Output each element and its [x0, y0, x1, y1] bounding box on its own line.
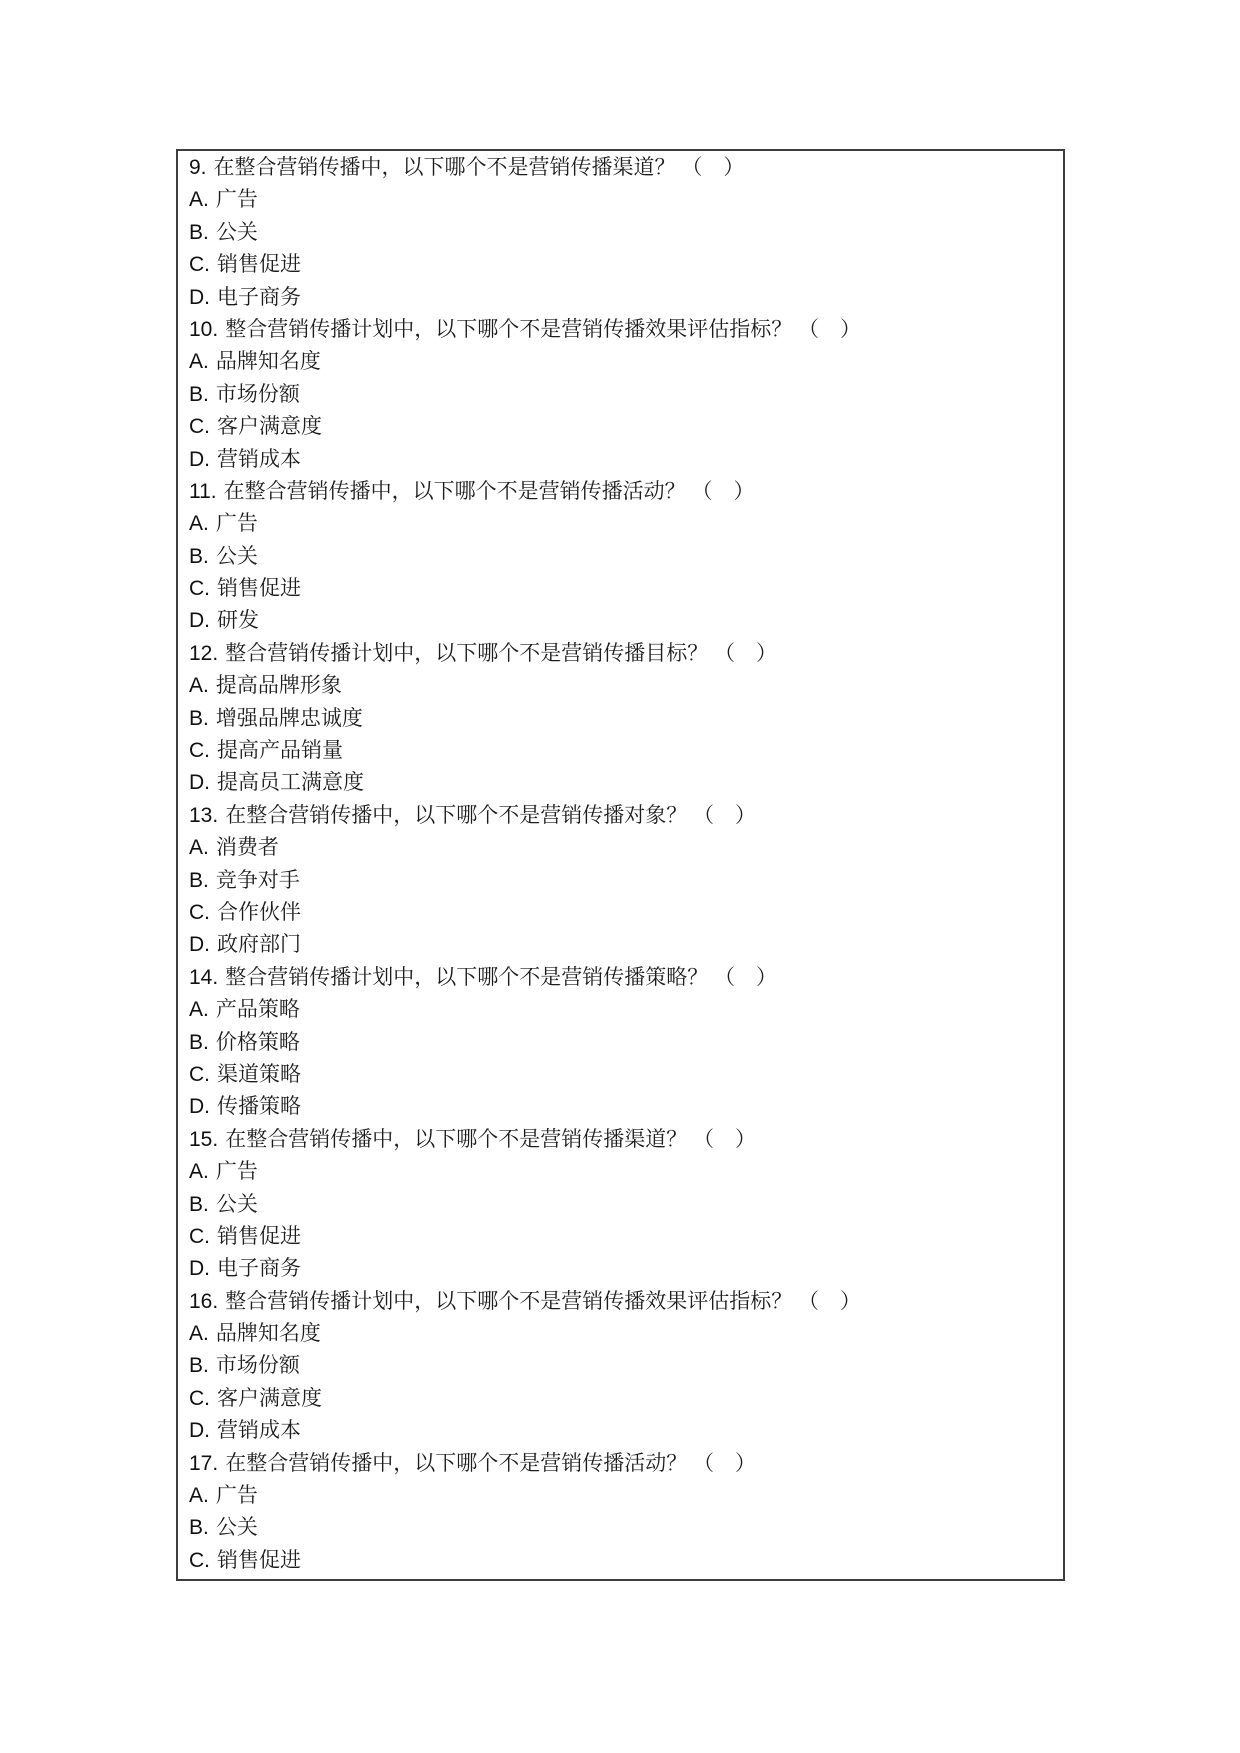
- option-label: D.: [189, 285, 210, 309]
- option-text: 公关: [215, 220, 258, 244]
- option-label: C.: [189, 900, 210, 924]
- option-line: [189, 541, 1049, 573]
- option-text: 公关: [215, 544, 258, 568]
- option-line: [189, 1350, 1049, 1382]
- option-label: B.: [189, 1030, 209, 1054]
- option-text: 消费者: [215, 836, 279, 860]
- option-label: D.: [189, 1419, 210, 1443]
- option-label: B.: [189, 220, 209, 244]
- option-text: 增强品牌忠诚度: [215, 706, 363, 730]
- option-label: D.: [189, 447, 210, 471]
- question-number: 15.: [189, 1127, 219, 1151]
- option-text: 电子商务: [217, 285, 301, 309]
- option-line: [189, 670, 1049, 702]
- option-label: C.: [189, 577, 210, 601]
- option-label: B.: [189, 1354, 209, 1378]
- option-text: 公关: [215, 1516, 258, 1540]
- option-text: 研发: [217, 609, 259, 633]
- option-label: D.: [189, 609, 210, 633]
- option-text: 提高品牌形象: [215, 674, 342, 698]
- option-text: 价格策略: [215, 1030, 300, 1054]
- quiz-question-box: [176, 149, 1065, 1581]
- option-line: [189, 994, 1049, 1026]
- option-label: C.: [189, 739, 210, 763]
- question-line: [189, 1448, 1049, 1480]
- option-text: 合作伙伴: [217, 900, 301, 924]
- question-line: [189, 314, 1049, 346]
- option-label: D.: [189, 1095, 210, 1119]
- question-number: 11.: [189, 479, 217, 503]
- question-line: [189, 1124, 1049, 1156]
- option-text: 客户满意度: [217, 1386, 322, 1410]
- option-line: [189, 1091, 1049, 1123]
- option-line: [189, 929, 1049, 961]
- option-line: [189, 605, 1049, 637]
- option-text: 客户满意度: [217, 415, 322, 439]
- option-label: A.: [189, 512, 209, 536]
- option-text: 政府部门: [217, 933, 301, 957]
- option-label: A.: [189, 1160, 209, 1184]
- question-number: 16.: [189, 1289, 219, 1313]
- option-text: 营销成本: [217, 1419, 301, 1443]
- option-label: A.: [189, 350, 209, 374]
- option-text: 广告: [215, 512, 258, 536]
- option-line: [189, 1415, 1049, 1447]
- question-text: 在整合营销传播中，以下哪个不是营销传播对象？ （ ）: [225, 803, 757, 827]
- option-label: A.: [189, 1322, 209, 1346]
- question-text: 在整合营销传播中，以下哪个不是营销传播渠道？ （ ）: [213, 156, 745, 179]
- question-text: 整合营销传播计划中，以下哪个不是营销传播策略？ （ ）: [225, 965, 778, 989]
- question-line: [189, 800, 1049, 832]
- option-line: [189, 573, 1049, 605]
- question-line: [189, 152, 1049, 184]
- option-text: 电子商务: [217, 1257, 301, 1281]
- question-line: [189, 962, 1049, 994]
- option-line: [189, 346, 1049, 378]
- question-number: 12.: [189, 641, 219, 665]
- option-text: 公关: [215, 1192, 258, 1216]
- option-label: D.: [189, 771, 210, 795]
- option-label: B.: [189, 706, 209, 730]
- question-text: 在整合营销传播中，以下哪个不是营销传播活动？ （ ）: [223, 479, 755, 503]
- option-label: C.: [189, 1548, 210, 1572]
- question-number: 9.: [189, 156, 207, 179]
- option-text: 品牌知名度: [215, 350, 321, 374]
- option-line: [189, 1059, 1049, 1091]
- option-text: 销售促进: [217, 1548, 301, 1572]
- option-label: B.: [189, 1516, 209, 1540]
- option-label: A.: [189, 674, 209, 698]
- option-text: 渠道策略: [217, 1062, 301, 1086]
- option-line: [189, 379, 1049, 411]
- option-line: [189, 1156, 1049, 1188]
- question-text: 整合营销传播计划中，以下哪个不是营销传播效果评估指标？ （ ）: [225, 317, 862, 341]
- option-label: A.: [189, 1484, 209, 1508]
- option-line: [189, 703, 1049, 735]
- question-line: [189, 638, 1049, 670]
- option-line: [189, 411, 1049, 443]
- question-line: [189, 476, 1049, 508]
- option-line: [189, 508, 1049, 540]
- option-line: [189, 282, 1049, 314]
- option-label: B.: [189, 382, 209, 406]
- option-text: 提高产品销量: [217, 739, 343, 763]
- option-line: [189, 832, 1049, 864]
- question-number: 13.: [189, 803, 219, 827]
- option-line: [189, 865, 1049, 897]
- option-line: [189, 1318, 1049, 1350]
- option-text: 市场份额: [215, 382, 300, 406]
- option-text: 竞争对手: [215, 868, 300, 892]
- option-text: 广告: [215, 188, 258, 212]
- option-line: [189, 1383, 1049, 1415]
- question-number: 17.: [189, 1451, 219, 1475]
- option-text: 提高员工满意度: [217, 771, 364, 795]
- option-line: [189, 217, 1049, 249]
- option-line: [189, 1253, 1049, 1285]
- option-label: B.: [189, 544, 209, 568]
- option-label: A.: [189, 998, 209, 1022]
- option-line: [189, 1221, 1049, 1253]
- option-label: A.: [189, 188, 209, 212]
- option-line: [189, 444, 1049, 476]
- option-text: 销售促进: [217, 253, 301, 277]
- question-number: 10.: [189, 317, 219, 341]
- option-label: B.: [189, 1192, 209, 1216]
- option-line: [189, 735, 1049, 767]
- option-text: 市场份额: [215, 1354, 300, 1378]
- question-text: 整合营销传播计划中，以下哪个不是营销传播效果评估指标？ （ ）: [225, 1289, 862, 1313]
- option-line: [189, 1545, 1049, 1577]
- option-label: C.: [189, 415, 210, 439]
- option-label: C.: [189, 1224, 210, 1248]
- option-text: 产品策略: [215, 998, 300, 1022]
- option-text: 广告: [215, 1160, 258, 1184]
- option-label: B.: [189, 868, 209, 892]
- option-line: [189, 249, 1049, 281]
- option-label: C.: [189, 1062, 210, 1086]
- option-line: [189, 897, 1049, 929]
- option-label: C.: [189, 1386, 210, 1410]
- option-label: D.: [189, 933, 210, 957]
- option-label: A.: [189, 836, 209, 860]
- option-line: [189, 1512, 1049, 1544]
- option-line: [189, 1027, 1049, 1059]
- option-text: 广告: [215, 1484, 258, 1508]
- question-text: 在整合营销传播中，以下哪个不是营销传播活动？ （ ）: [225, 1451, 757, 1475]
- question-line: [189, 1286, 1049, 1318]
- option-line: [189, 1189, 1049, 1221]
- option-line: [189, 1480, 1049, 1512]
- option-text: 营销成本: [217, 447, 301, 471]
- option-text: 传播策略: [217, 1095, 301, 1119]
- option-text: 销售促进: [217, 577, 301, 601]
- question-text: 在整合营销传播中，以下哪个不是营销传播渠道？ （ ）: [225, 1127, 757, 1151]
- option-line: [189, 767, 1049, 799]
- option-text: 品牌知名度: [215, 1322, 321, 1346]
- option-text: 销售促进: [217, 1224, 301, 1248]
- option-line: [189, 184, 1049, 216]
- option-label: C.: [189, 253, 210, 277]
- question-text: 整合营销传播计划中，以下哪个不是营销传播目标？ （ ）: [225, 641, 778, 665]
- option-label: D.: [189, 1257, 210, 1281]
- question-number: 14.: [189, 965, 219, 989]
